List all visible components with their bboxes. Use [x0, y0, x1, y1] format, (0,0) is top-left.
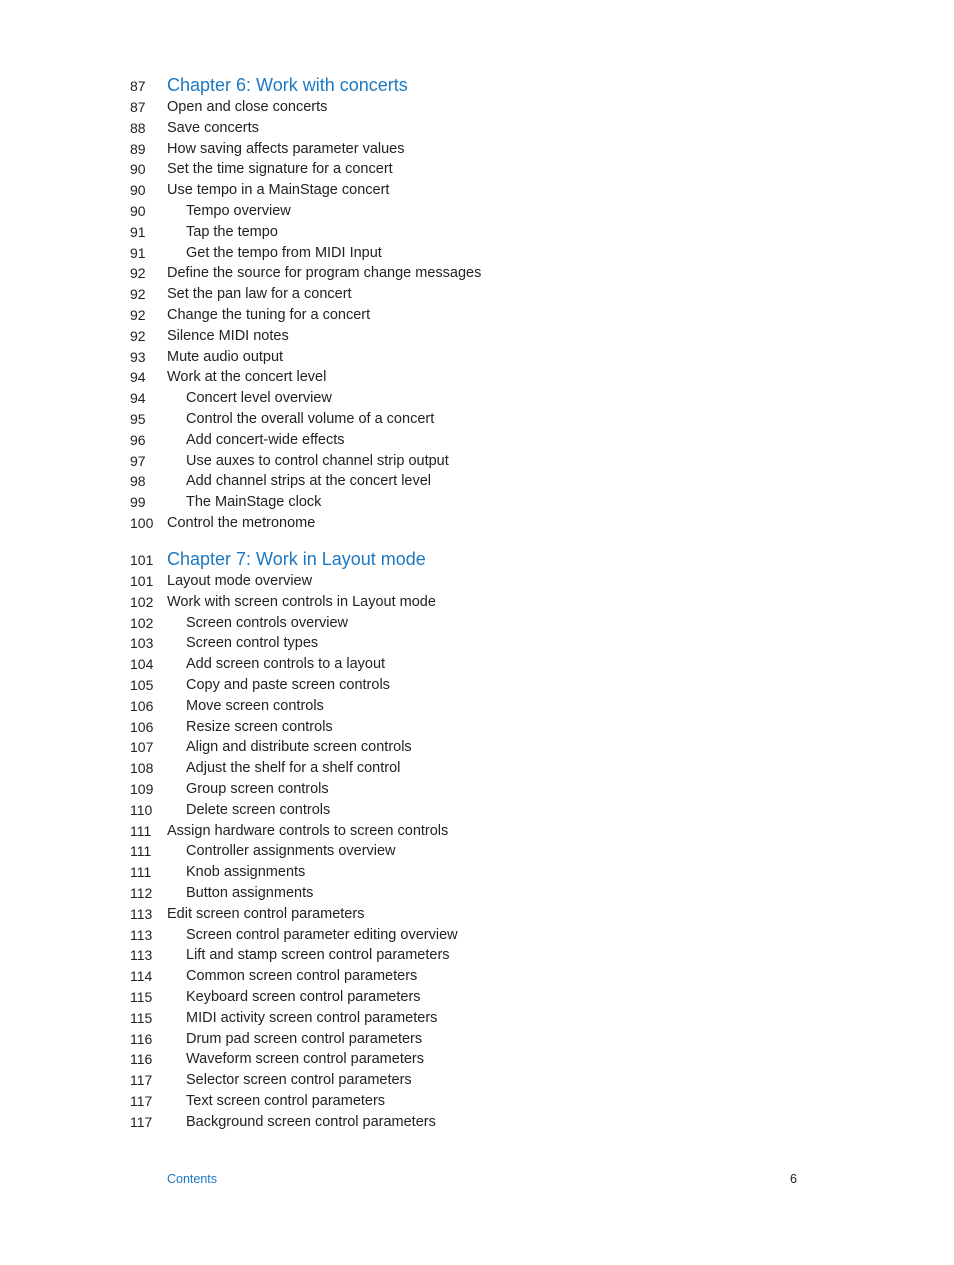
toc-subentry[interactable]: [0, 222, 954, 243]
entry-title-link[interactable]: Move screen controls: [186, 697, 324, 714]
entry-page-number: 102: [130, 614, 154, 631]
entry-page-number: 113: [130, 905, 153, 922]
entry-page-number: 98: [130, 473, 146, 490]
toc-subentry[interactable]: [0, 201, 954, 222]
chapter-title-link[interactable]: Chapter 6: Work with concerts: [167, 75, 408, 95]
chapter-title-link[interactable]: Chapter 7: Work in Layout mode: [167, 549, 426, 569]
toc-subentry[interactable]: [0, 613, 954, 634]
toc-subentry[interactable]: [0, 1029, 954, 1050]
entry-page-number: 106: [130, 697, 154, 714]
toc-subentry[interactable]: [0, 925, 954, 946]
toc-subentry[interactable]: [0, 862, 954, 883]
entry-title-link[interactable]: Tempo overview: [186, 202, 291, 219]
toc-subentry[interactable]: [0, 737, 954, 758]
entry-page-number: 107: [130, 739, 154, 756]
toc-subentry[interactable]: [0, 717, 954, 738]
entry-page-number: 106: [130, 718, 154, 735]
toc-subentry[interactable]: [0, 696, 954, 717]
toc-entry[interactable]: [0, 284, 954, 305]
toc-subentry[interactable]: [0, 451, 954, 472]
toc-entry[interactable]: [0, 118, 954, 139]
entry-page-number: 87: [130, 99, 146, 115]
entry-title-link[interactable]: Add concert-wide effects: [186, 431, 345, 448]
toc-subentry[interactable]: [0, 471, 954, 492]
entry-page-number: 91: [130, 223, 146, 240]
entry-page-number: 95: [130, 410, 146, 427]
entry-page-number: 113: [130, 947, 153, 964]
entry-title-link[interactable]: Define the source for program change messages: [167, 265, 482, 282]
toc-entry[interactable]: [0, 571, 954, 592]
entry-title-link[interactable]: Delete screen controls: [186, 801, 331, 818]
entry-title-link[interactable]: Waveform screen control parameters: [186, 1051, 424, 1068]
entry-page-number: 103: [130, 635, 154, 652]
entry-page-number: 111: [130, 864, 152, 881]
toc-entry[interactable]: [0, 97, 954, 118]
entry-page-number: 89: [130, 140, 146, 157]
entry-title-link[interactable]: Lift and stamp screen control parameters: [186, 947, 450, 964]
toc-entry[interactable]: [0, 180, 954, 201]
entry-page-number: 114: [130, 968, 153, 985]
toc-subentry[interactable]: [0, 388, 954, 409]
chapter-heading[interactable]: [0, 74, 954, 97]
toc-subentry[interactable]: [0, 430, 954, 451]
entry-page-number: 101: [130, 573, 154, 589]
entry-page-number: 90: [130, 182, 146, 199]
toc-subentry[interactable]: [0, 675, 954, 696]
entry-page-number: 117: [130, 1092, 153, 1109]
entry-page-number: 90: [130, 161, 146, 178]
toc-subentry[interactable]: [0, 945, 954, 966]
entry-page-number: 113: [130, 926, 153, 943]
entry-page-number: 96: [130, 431, 146, 448]
toc-entry[interactable]: [0, 904, 954, 925]
entry-title-link[interactable]: Background screen control parameters: [186, 1113, 436, 1130]
entry-page-number: 111: [130, 843, 152, 860]
entry-title-link[interactable]: Drum pad screen control parameters: [186, 1030, 423, 1047]
entry-page-number: 91: [130, 244, 146, 261]
entry-page-number: 109: [130, 780, 154, 797]
entry-title-link[interactable]: Silence MIDI notes: [167, 327, 289, 344]
entry-page-number: 100: [130, 514, 154, 531]
entry-title-link[interactable]: Edit screen control parameters: [167, 905, 365, 922]
toc-entry[interactable]: [0, 326, 954, 347]
entry-title-link[interactable]: Screen controls overview: [186, 614, 348, 631]
toc-subentry[interactable]: [0, 633, 954, 654]
entry-title-link[interactable]: Get the tempo from MIDI Input: [186, 244, 382, 261]
entry-title-link[interactable]: Screen control parameter editing overview: [186, 926, 458, 943]
entry-title-link[interactable]: Selector screen control parameters: [186, 1072, 412, 1089]
toc-subentry[interactable]: [0, 1070, 954, 1091]
entry-title-link[interactable]: Work with screen controls in Layout mode: [167, 593, 436, 610]
entry-page-number: 115: [130, 1009, 153, 1026]
entry-page-number: 104: [130, 656, 154, 673]
entry-title-link[interactable]: Use tempo in a MainStage concert: [167, 182, 390, 199]
entry-title-link[interactable]: Group screen controls: [186, 780, 329, 797]
toc-entry[interactable]: [0, 821, 954, 842]
entry-page-number: 94: [130, 369, 146, 386]
entry-page-number: 117: [130, 1113, 153, 1130]
toc-subentry[interactable]: [0, 1091, 954, 1112]
entry-page-number: 105: [130, 676, 154, 693]
entry-title-link[interactable]: Use auxes to control channel strip output: [186, 452, 449, 469]
chapter-page-number: 101: [130, 552, 154, 568]
toc-entry[interactable]: [0, 263, 954, 284]
entry-title-link[interactable]: Concert level overview: [186, 390, 332, 407]
toc-entry[interactable]: [0, 305, 954, 326]
entry-title-link[interactable]: Work at the concert level: [167, 369, 327, 386]
entry-title-link[interactable]: Change the tuning for a concert: [167, 306, 371, 323]
entry-title-link[interactable]: Align and distribute screen controls: [186, 739, 412, 756]
entry-title-link[interactable]: Keyboard screen control parameters: [186, 988, 421, 1005]
entry-title-link[interactable]: Add screen controls to a layout: [186, 656, 386, 673]
entry-page-number: 108: [130, 760, 154, 777]
toc-subentry[interactable]: [0, 1049, 954, 1070]
toc-subentry[interactable]: [0, 883, 954, 904]
entry-title-link[interactable]: Button assignments: [186, 884, 314, 901]
entry-title-link[interactable]: Adjust the shelf for a shelf control: [186, 760, 401, 777]
chapter-heading[interactable]: [0, 548, 954, 571]
entry-page-number: 115: [130, 988, 153, 1005]
entry-title-link[interactable]: Control the metronome: [167, 514, 316, 531]
entry-title-link[interactable]: Tap the tempo: [186, 223, 278, 240]
footer-section-link[interactable]: Contents: [167, 1172, 218, 1186]
toc-subentry[interactable]: [0, 779, 954, 800]
entry-title-link[interactable]: Layout mode overview: [167, 573, 313, 589]
entry-page-number: 99: [130, 494, 146, 511]
entry-page-number: 92: [130, 265, 146, 282]
toc-entry[interactable]: [0, 159, 954, 180]
entry-page-number: 112: [130, 884, 153, 901]
entry-page-number: 110: [130, 801, 153, 818]
toc-subentry[interactable]: [0, 492, 954, 513]
chapter-page-number: 87: [130, 78, 146, 94]
toc-subentry[interactable]: [0, 800, 954, 821]
toc-subentry[interactable]: [0, 841, 954, 862]
entry-title-link[interactable]: Knob assignments: [186, 864, 306, 881]
toc-subentry[interactable]: [0, 987, 954, 1008]
entry-title-link[interactable]: Set the time signature for a concert: [167, 161, 393, 178]
chapter-section: [0, 548, 954, 1133]
entry-title-link[interactable]: Controller assignments overview: [186, 843, 396, 860]
toc-subentry[interactable]: [0, 966, 954, 987]
entry-title-link[interactable]: The MainStage clock: [186, 494, 322, 511]
toc-subentry[interactable]: [0, 654, 954, 675]
entry-title-link[interactable]: Set the pan law for a concert: [167, 286, 352, 303]
entry-page-number: 111: [130, 822, 152, 839]
toc-entry[interactable]: [0, 139, 954, 160]
entry-page-number: 90: [130, 202, 146, 219]
chapter-section: [0, 74, 954, 534]
entry-title-link[interactable]: Add channel strips at the concert level: [186, 473, 432, 490]
toc-entry[interactable]: [0, 592, 954, 613]
entry-title-link[interactable]: Copy and paste screen controls: [186, 676, 390, 693]
toc-subentry[interactable]: [0, 243, 954, 264]
entry-title-link[interactable]: Save concerts: [167, 119, 259, 136]
entry-title-link[interactable]: Mute audio output: [167, 348, 284, 365]
entry-page-number: 88: [130, 119, 146, 136]
entry-title-link[interactable]: Text screen control parameters: [186, 1092, 386, 1109]
entry-page-number: 92: [130, 327, 146, 344]
entry-title-link[interactable]: Assign hardware controls to screen controls: [167, 822, 449, 839]
toc-subentry[interactable]: [0, 1008, 954, 1029]
entry-title-link[interactable]: MIDI activity screen control parameters: [186, 1009, 438, 1026]
toc-subentry[interactable]: [0, 409, 954, 430]
footer-page-number: 6: [790, 1172, 797, 1186]
toc-entry[interactable]: [0, 367, 954, 388]
entry-page-number: 102: [130, 593, 154, 610]
entry-page-number: 94: [130, 390, 146, 407]
entry-page-number: 117: [130, 1072, 153, 1089]
entry-page-number: 116: [130, 1051, 153, 1068]
entry-page-number: 116: [130, 1030, 153, 1047]
entry-title-link[interactable]: Common screen control parameters: [186, 968, 418, 985]
entry-title-link[interactable]: Screen control types: [186, 635, 319, 652]
toc-subentry[interactable]: [0, 1112, 954, 1133]
entry-page-number: 92: [130, 306, 146, 323]
entry-page-number: 92: [130, 286, 146, 303]
entry-title-link[interactable]: Open and close concerts: [167, 99, 328, 115]
entry-title-link[interactable]: How saving affects parameter values: [167, 140, 405, 157]
entry-title-link[interactable]: Resize screen controls: [186, 718, 333, 735]
toc-entry[interactable]: [0, 513, 954, 534]
entry-page-number: 97: [130, 452, 146, 469]
entry-title-link[interactable]: Control the overall volume of a concert: [186, 410, 435, 427]
toc-entry[interactable]: [0, 347, 954, 368]
toc-subentry[interactable]: [0, 758, 954, 779]
entry-page-number: 93: [130, 348, 146, 365]
